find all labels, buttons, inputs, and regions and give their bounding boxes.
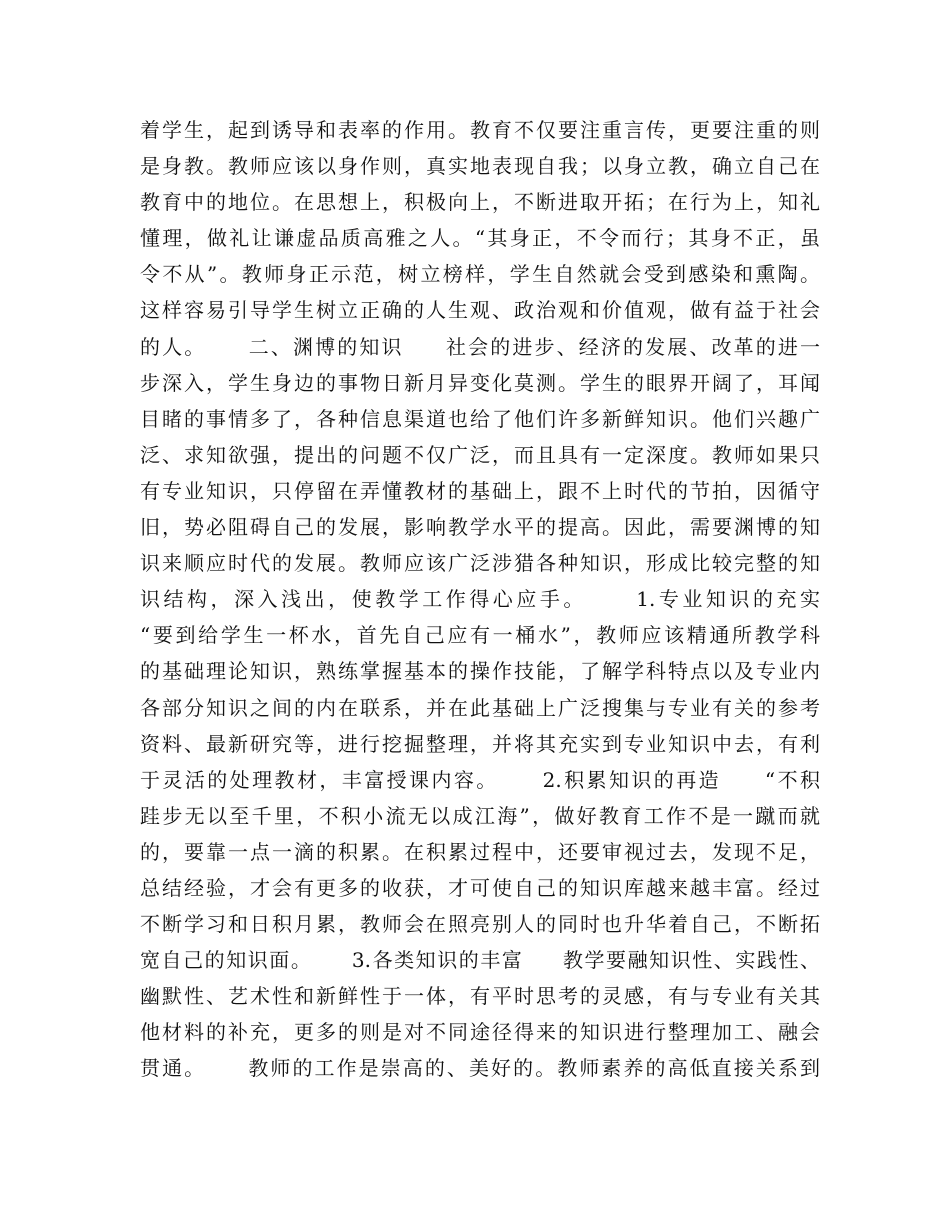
body-text — [140, 112, 820, 1087]
text-line: 这样容易引导学生树立正确的人生观、政治观和价值观，做有益于社会 — [140, 298, 820, 323]
text-line: 的人。 二、渊博的知识 社会的进步、经济的发展、改革的进一 — [140, 334, 820, 359]
text-line: 目睹的事情多了，各种信息渠道也给了他们许多新鲜知识。他们兴趣广 — [140, 406, 820, 431]
text-line: 教育中的地位。在思想上，积极向上，不断进取开拓；在行为上，知礼 — [140, 190, 820, 215]
text-line: 令不从”。教师身正示范，树立榜样，学生自然就会受到感染和熏陶。 — [140, 262, 820, 287]
text-line: 不断学习和日积月累，教师会在照亮别人的同时也升华着自己，不断拓 — [140, 912, 820, 937]
text-line: 有专业知识，只停留在弄懂教材的基础上，跟不上时代的节拍，因循守 — [140, 478, 820, 503]
text-line: 泛、求知欲强，提出的问题不仅广泛，而且具有一定深度。教师如果只 — [140, 442, 820, 467]
text-line: 识来顺应时代的发展。教师应该广泛涉猎各种知识，形成比较完整的知 — [140, 551, 820, 576]
text-line: 于灵活的处理教材，丰富授课内容。 2.积累知识的再造 “不积 — [140, 767, 820, 792]
text-line: 识结构，深入浅出，使教学工作得心应手。 1.专业知识的充实 — [140, 587, 820, 612]
text-line: 懂理，做礼让谦虚品质高雅之人。“其身正，不令而行；其身不正，虽 — [140, 226, 820, 251]
text-line: 总结经验，才会有更多的收获，才可使自己的知识库越来越丰富。经过 — [140, 875, 820, 900]
text-line: 旧，势必阻碍自己的发展，影响教学水平的提高。因此，需要渊博的知 — [140, 515, 820, 540]
text-line: 资料、最新研究等，进行挖掘整理，并将其充实到专业知识中去，有利 — [140, 731, 820, 756]
text-line: “要到给学生一杯水，首先自己应有一桶水”，教师应该精通所教学科 — [140, 623, 820, 648]
text-line: 步深入，学生身边的事物日新月异变化莫测。学生的眼界开阔了，耳闻 — [140, 370, 820, 395]
text-line: 的基础理论知识，熟练掌握基本的操作技能，了解学科特点以及专业内 — [140, 659, 820, 684]
text-line: 贯通。 教师的工作是崇高的、美好的。教师素养的高低直接关系到 — [140, 1056, 820, 1081]
text-line: 幽默性、艺术性和新鲜性于一体，有平时思考的灵感，有与专业有关其 — [140, 984, 820, 1009]
text-line: 他材料的补充，更多的则是对不同途径得来的知识进行整理加工、融会 — [140, 1020, 820, 1045]
text-line: 着学生，起到诱导和表率的作用。教育不仅要注重言传，更要注重的则 — [140, 118, 820, 142]
text-line: 是身教。教师应该以身作则，真实地表现自我；以身立教，确立自己在 — [140, 154, 820, 179]
text-line: 的，要靠一点一滴的积累。在积累过程中，还要审视过去，发现不足， — [140, 839, 820, 864]
text-line: 各部分知识之间的内在联系，并在此基础上广泛搜集与专业有关的参考 — [140, 695, 820, 720]
text-line: 宽自己的知识面。 3.各类知识的丰富 教学要融知识性、实践性、 — [140, 948, 820, 973]
text-line: 跬步无以至千里，不积小流无以成江海”，做好教育工作不是一蹴而就 — [140, 803, 820, 828]
